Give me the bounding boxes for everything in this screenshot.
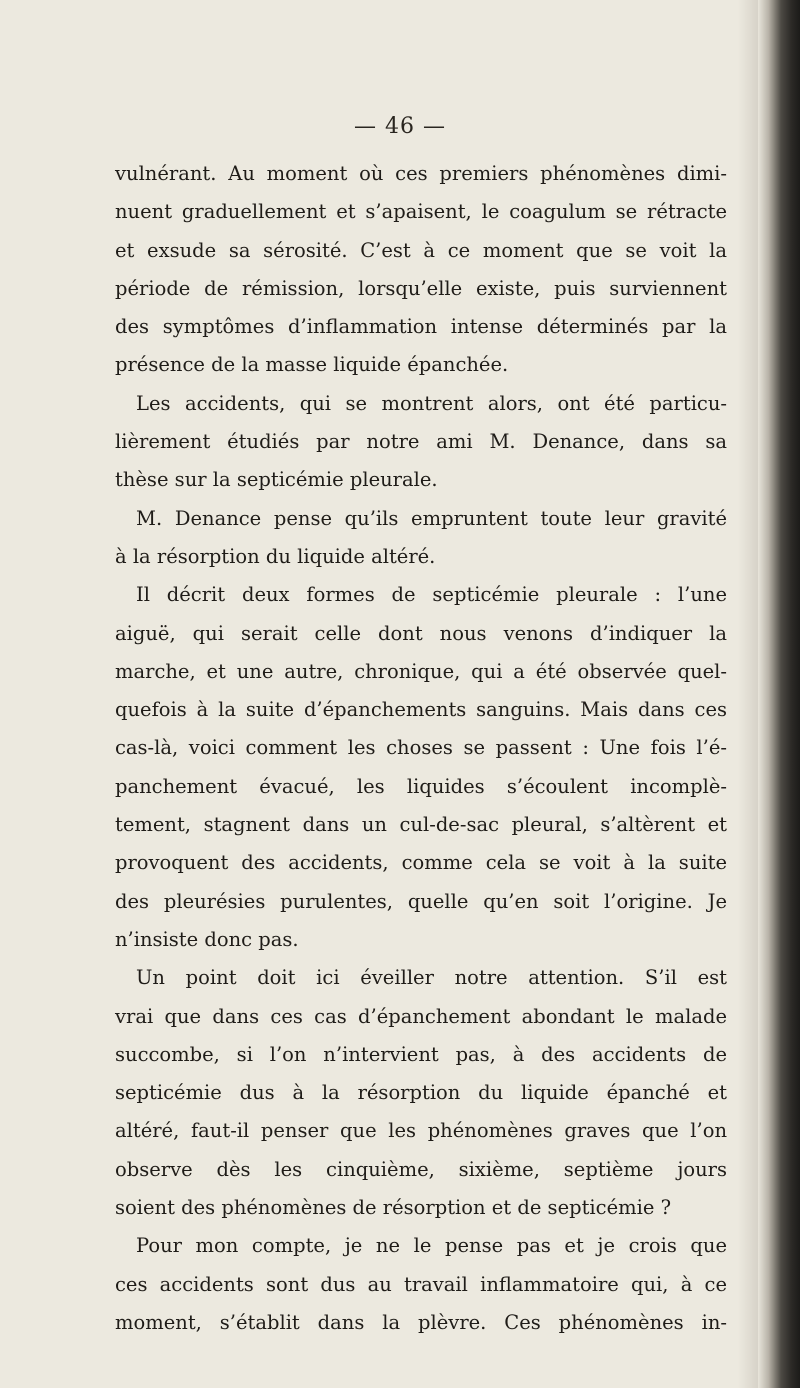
text-line: aiguë, qui serait celle dont nous venons d’indiquer la <box>115 621 727 645</box>
text-line: M. Denance pense qu’ils empruntent toute leur gravité <box>136 506 727 530</box>
text-line: vulnérant. Au moment où ces premiers phénomènes dimi- <box>115 162 727 185</box>
text-line: ces accidents sont dus au travail inflammatoire qui, à ce <box>115 1272 727 1296</box>
text-line: quefois à la suite d’épanchements sanguins. Mais dans ces <box>115 698 727 722</box>
text-line: des symptômes d’inflammation intense déterminés par la <box>115 315 727 339</box>
text-line: Un point doit ici éveiller notre attention. S’il est <box>136 966 727 990</box>
text-line: Pour mon compte, je ne le pense pas et je crois que <box>136 1234 727 1258</box>
text-line: tement, stagnent dans un cul-de-sac pleural, s’altèrent et <box>115 813 727 837</box>
text-line: Les accidents, qui se montrent alors, ont été particu- <box>136 391 727 415</box>
page-number: — 46 — <box>354 114 446 139</box>
text-line: vrai que dans ces cas d’épanchement abondant le malade <box>115 1004 727 1028</box>
text-line: observe dès les cinquième, sixième, septième jours <box>115 1157 727 1181</box>
text-line: succombe, si l’on n’intervient pas, à des accidents de <box>115 1042 727 1066</box>
text-line: cas-là, voici comment les choses se passent : Une fois l’é- <box>115 736 727 760</box>
text-line: présence de la masse liquide épanchée. <box>115 353 509 377</box>
text-line: à la résorption du liquide altéré. <box>115 544 436 568</box>
body-text <box>115 155 727 1342</box>
text-line: nuent graduellement et s’apaisent, le coagulum se rétracte <box>115 200 727 224</box>
text-line: soient des phénomènes de résorption et de septicémie ? <box>115 1196 672 1220</box>
text-line: panchement évacué, les liquides s’écoulent incomplè- <box>115 774 727 798</box>
text-line: et exsude sa sérosité. C’est à ce moment que se voit la <box>115 238 727 262</box>
text-line: provoquent des accidents, comme cela se voit à la suite <box>115 851 727 875</box>
text-line: septicémie dus à la résorption du liquide épanché et <box>115 1081 727 1105</box>
text-line: lièrement étudiés par notre ami M. Denance, dans sa <box>115 430 727 454</box>
text-line: thèse sur la septicémie pleurale. <box>115 468 438 492</box>
text-line: marche, et une autre, chronique, qui a été observée quel- <box>115 659 727 683</box>
text-line: période de rémission, lorsqu’elle existe, puis surviennent <box>115 276 727 300</box>
text-line: altéré, faut-il penser que les phénomènes graves que l’on <box>115 1119 727 1143</box>
text-line: n’insiste donc pas. <box>115 927 299 951</box>
text-line: moment, s’établit dans la plèvre. Ces phénomènes in- <box>115 1310 727 1334</box>
text-line: des pleurésies purulentes, quelle qu’en soit l’origine. Je <box>115 889 727 913</box>
binding-shadow <box>738 0 758 1388</box>
text-line: Il décrit deux formes de septicémie pleurale : l’une <box>136 583 727 607</box>
book-binding-edge <box>758 0 800 1388</box>
